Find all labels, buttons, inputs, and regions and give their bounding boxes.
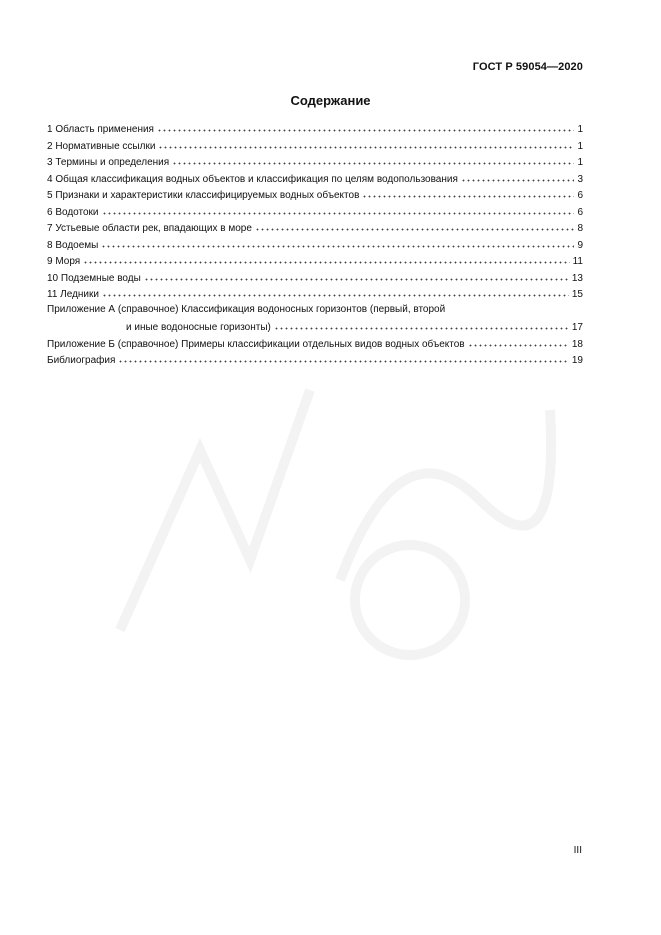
document-code: ГОСТ Р 59054—2020 [472,61,583,73]
toc-entry-page: 11 [572,256,583,267]
dot-leader [158,137,574,149]
toc-entry-5[interactable] [47,186,583,203]
toc-entry-page: 9 [577,239,583,251]
toc-entry-label: 2 Нормативные ссылки [47,139,156,156]
dot-leader [102,203,575,215]
toc-entry-page: 1 [577,124,583,135]
page-number: III [573,845,582,856]
dot-leader [172,153,574,165]
toc-entry-page: 6 [577,190,583,201]
toc-entry-label: 9 Моря [47,254,81,271]
dot-leader [274,318,569,330]
toc-entry-label: 1 Область применения [47,122,155,139]
toc-entry-label: 4 Общая классификация водных объектов и классификация по целям водопользования [47,172,459,189]
toc-entry-bibliography[interactable] [47,351,583,368]
toc-entry-4[interactable] [47,170,583,187]
toc-entry-label: Библиография [47,353,116,370]
toc-entry-page: 19 [571,355,583,366]
dot-leader [144,269,569,281]
toc-entry-page: 6 [577,206,583,218]
toc-entry-label: 6 Водотоки [47,205,100,222]
toc-entry-page: 13 [571,272,583,284]
dot-leader [102,285,569,297]
toc-entry-page: 1 [577,157,583,168]
toc-entry-page: 8 [577,223,583,234]
toc-entry-7[interactable] [47,219,583,236]
toc-entry-2[interactable] [47,137,583,154]
dot-leader [362,186,574,198]
toc-entry-11[interactable] [47,285,583,302]
toc-entry-3[interactable] [47,153,583,170]
toc-entry-page: 1 [577,140,583,152]
toc-entry-8[interactable] [47,236,583,253]
toc-entry-label: Приложение А (справочное) Классификация водоносных горизонтов (первый, второй [47,302,446,319]
toc-entry-10[interactable] [47,269,583,286]
toc-entry-page: 15 [571,289,583,300]
dot-leader [157,120,574,132]
toc-entry-label: и иные водоносные горизонты) [47,320,272,337]
toc-entry-annex-b[interactable] [47,335,583,352]
toc-entry-label: 7 Устьевые области рек, впадающих в море [47,221,253,238]
dot-leader [83,252,569,264]
toc-entry-annex-a-continued[interactable] [47,318,583,335]
toc-entry-1[interactable] [47,120,583,137]
toc-entry-label: 8 Водоемы [47,238,99,255]
dot-leader [101,236,574,248]
dot-leader [118,351,568,363]
toc-entry-page: 3 [577,173,583,185]
toc-entry-9[interactable] [47,252,583,269]
dot-leader [461,170,575,182]
table-of-contents [47,120,583,368]
dot-leader [468,335,569,347]
toc-title: Содержание [290,93,371,108]
toc-entry-page: 17 [571,322,583,333]
toc-entry-label: Приложение Б (справочное) Примеры классификации отдельных видов водных объектов [47,337,466,354]
toc-entry-label: 10 Подземные воды [47,271,142,288]
toc-entry-label: 11 Ледники [47,287,100,304]
toc-entry-page: 18 [571,338,583,350]
toc-entry-label: 3 Термины и определения [47,155,170,172]
dot-leader [255,219,575,231]
toc-entry-annex-a[interactable] [47,302,583,319]
toc-entry-6[interactable] [47,203,583,220]
toc-entry-label: 5 Признаки и характеристики классифицируемых водных объектов [47,188,360,205]
